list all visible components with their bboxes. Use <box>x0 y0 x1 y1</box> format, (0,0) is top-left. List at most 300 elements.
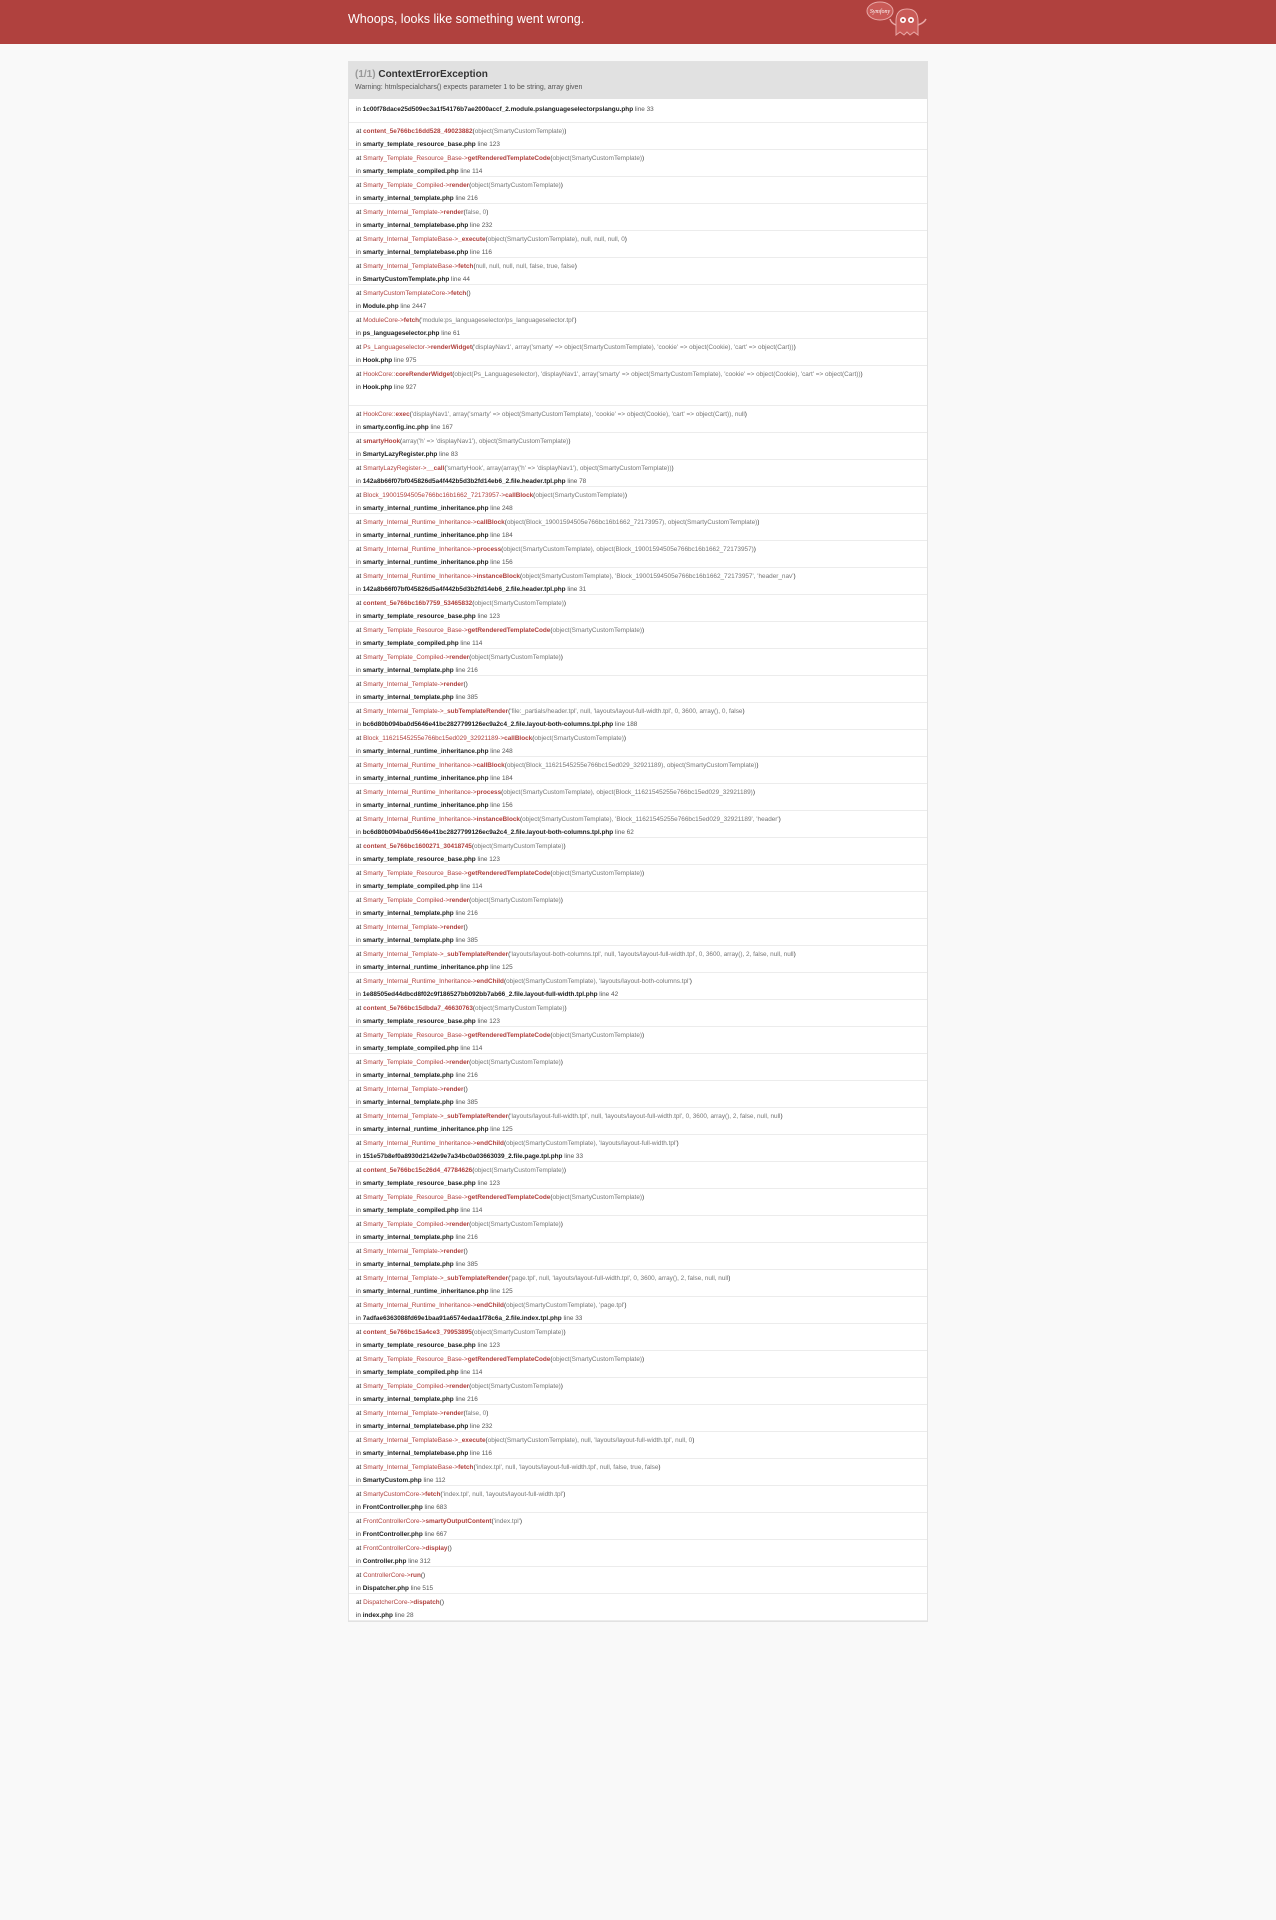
trace-function: _subTemplateRender <box>443 708 509 715</box>
paren-close: ) <box>658 1464 661 1471</box>
trace-separator: -> <box>437 924 444 931</box>
trace-line: line 2447 <box>398 303 427 310</box>
at-label: at <box>356 843 364 850</box>
in-label: in <box>356 1450 363 1457</box>
trace-class[interactable]: Smarty_Internal_Runtime_Inheritance <box>363 789 471 796</box>
trace-row <box>349 838 927 865</box>
trace-file[interactable]: smarty_internal_runtime_inheritance.php <box>362 775 489 782</box>
in-label: in <box>356 748 363 755</box>
at-label: at <box>356 1248 364 1255</box>
trace-function: smartyOutputContent <box>425 1518 492 1525</box>
trace-file[interactable]: smarty_internal_runtime_inheritance.php <box>362 559 489 566</box>
paren-open: ( <box>466 290 469 297</box>
in-label: in <box>356 1261 363 1268</box>
trace-call <box>356 842 920 851</box>
trace-call <box>356 410 920 419</box>
trace-file[interactable]: SmartyCustom.php <box>362 1477 422 1484</box>
trace-class[interactable]: SmartyCustomCore <box>363 1491 420 1498</box>
trace-function: content_5e766bc15dbda7_46630763 <box>363 1005 473 1012</box>
in-label: in <box>356 1423 363 1430</box>
trace-call <box>356 950 920 959</box>
trace-file[interactable]: Hook.php <box>362 357 393 364</box>
trace-file[interactable]: bc6d80b094ba0d5646e41bc2827799126ec9a2c4_2.file.layout-both-columns.tpl.php <box>362 829 614 836</box>
trace-file[interactable]: smarty_internal_runtime_inheritance.php <box>362 964 489 971</box>
in-label: in <box>356 559 363 566</box>
trace-file[interactable]: 151e57b8ef0a8930d2142e9e7a34bc0a03663039_2.file.page.tpl.php <box>362 1153 563 1160</box>
trace-file[interactable]: 7adfae6363088fd69e1baa91a6574edaa1f78c6a_2.file.index.tpl.php <box>362 1315 562 1322</box>
trace-class[interactable]: Smarty_Internal_Runtime_Inheritance <box>363 1302 471 1309</box>
trace-file[interactable]: FrontController.php <box>362 1504 423 1511</box>
trace-file[interactable]: smarty_internal_runtime_inheritance.php <box>362 802 489 809</box>
in-label: in <box>356 451 363 458</box>
trace-line: line 184 <box>488 532 513 539</box>
trace-call <box>356 1139 920 1148</box>
trace-location <box>356 1314 920 1323</box>
paren-open: ( <box>463 1248 466 1255</box>
trace-separator: -> <box>407 1599 414 1606</box>
trace-file[interactable]: smarty_internal_runtime_inheritance.php <box>362 505 489 512</box>
trace-call <box>356 977 920 986</box>
trace-row <box>349 1594 927 1621</box>
trace-call <box>356 707 920 716</box>
trace-args: object(SmartyCustomTemplate) <box>471 1383 561 1390</box>
trace-call <box>356 572 920 581</box>
trace-function: getRenderedTemplateCode <box>467 870 551 877</box>
trace-call <box>356 626 920 635</box>
in-label: in <box>356 141 363 148</box>
trace-file[interactable]: smarty.config.inc.php <box>362 424 429 431</box>
trace-line: line 216 <box>453 1396 478 1403</box>
trace-separator: -> <box>437 1086 444 1093</box>
trace-args: object(SmartyCustomTemplate) <box>552 1356 642 1363</box>
trace-class[interactable]: Smarty_Template_Compiled <box>363 1221 444 1228</box>
trace-file[interactable]: smarty_internal_runtime_inheritance.php <box>362 532 489 539</box>
trace-class[interactable]: Smarty_Internal_Runtime_Inheritance <box>363 978 471 985</box>
trace-function: render <box>443 1086 464 1093</box>
trace-class[interactable]: HookCore <box>363 411 392 418</box>
trace-row <box>349 676 927 703</box>
trace-line: line 184 <box>488 775 513 782</box>
at-label: at <box>356 492 364 499</box>
trace-function: fetch <box>425 1491 441 1498</box>
trace-file[interactable]: FrontController.php <box>362 1531 423 1538</box>
trace-class[interactable]: Smarty_Template_Compiled <box>363 182 444 189</box>
trace-class[interactable]: Smarty_Internal_Runtime_Inheritance <box>363 762 471 769</box>
trace-row <box>349 1216 927 1243</box>
at-label: at <box>356 1086 364 1093</box>
paren-open: ( <box>444 465 447 472</box>
trace-function: render <box>443 681 464 688</box>
trace-file[interactable]: ps_languageselector.php <box>362 330 440 337</box>
trace-line: line 28 <box>392 1612 414 1619</box>
trace-function: render <box>449 897 470 904</box>
trace-class[interactable]: Smarty_Template_Resource_Base <box>363 1032 462 1039</box>
trace-file[interactable]: SmartyCustomTemplate.php <box>362 276 450 283</box>
trace-separator: -> <box>437 681 444 688</box>
trace-line: line 167 <box>428 424 453 431</box>
trace-file[interactable]: smarty_internal_template.php <box>362 667 454 674</box>
trace-file[interactable]: smarty_internal_template.php <box>362 694 454 701</box>
at-label: at <box>356 1410 364 1417</box>
trace-separator: -> <box>437 951 444 958</box>
trace-class[interactable]: SmartyLazyRegister <box>363 465 421 472</box>
at-label: at <box>356 681 364 688</box>
trace-call <box>356 316 920 325</box>
trace-class[interactable]: ControllerCore <box>363 1572 405 1579</box>
trace-row <box>349 204 927 231</box>
paren-open: ( <box>504 519 507 526</box>
trace-class[interactable]: Smarty_Template_Compiled <box>363 1059 444 1066</box>
paren-close: ) <box>728 1275 731 1282</box>
trace-file[interactable]: smarty_internal_runtime_inheritance.php <box>362 1126 489 1133</box>
trace-location <box>356 383 920 392</box>
at-label: at <box>356 371 364 378</box>
trace-location <box>356 909 920 918</box>
first-location <box>349 99 927 123</box>
at-label: at <box>356 1329 364 1336</box>
trace-call <box>356 1301 920 1310</box>
trace-location <box>356 356 920 365</box>
trace-file[interactable]: Dispatcher.php <box>362 1585 409 1592</box>
trace-separator: -> <box>404 1572 411 1579</box>
trace-line: line 248 <box>488 505 513 512</box>
paren-open: ( <box>533 492 536 499</box>
trace-class[interactable]: ModuleCore <box>363 317 398 324</box>
trace-args: object(SmartyCustomTemplate) <box>471 182 561 189</box>
trace-class[interactable]: Smarty_Internal_Template <box>363 681 438 688</box>
trace-row <box>349 1135 927 1162</box>
in-label: in <box>356 1153 363 1160</box>
trace-file[interactable]: smarty_internal_template.php <box>362 1234 454 1241</box>
paren-open: ( <box>400 438 403 445</box>
trace-class[interactable]: Smarty_Internal_Template <box>363 924 438 931</box>
trace-file[interactable]: smarty_template_resource_base.php <box>362 1180 476 1187</box>
trace-file[interactable]: smarty_internal_runtime_inheritance.php <box>362 748 489 755</box>
trace-line: line 112 <box>421 1477 446 1484</box>
trace-class[interactable]: Smarty_Internal_Runtime_Inheritance <box>363 1140 471 1147</box>
paren-close: ) <box>793 573 796 580</box>
trace-call <box>356 1004 920 1013</box>
trace-function: render <box>449 1383 470 1390</box>
trace-file[interactable]: smarty_internal_template.php <box>362 1099 454 1106</box>
at-label: at <box>356 236 364 243</box>
paren-close: ) <box>560 1383 563 1390</box>
trace-file[interactable]: smarty_template_compiled.php <box>362 1369 459 1376</box>
trace-class[interactable]: Smarty_Template_Compiled <box>363 897 444 904</box>
at-label: at <box>356 1113 364 1120</box>
paren-open: ( <box>463 209 466 216</box>
paren-close: ) <box>780 1113 783 1120</box>
trace-class[interactable]: Block_11621545255e766bc15ed029_32921189 <box>363 735 499 742</box>
trace-row <box>349 1189 927 1216</box>
trace-row <box>349 1459 927 1486</box>
trace-class[interactable]: Smarty_Internal_Runtime_Inheritance <box>363 816 471 823</box>
paren-open: ( <box>471 1329 474 1336</box>
trace-class[interactable]: Smarty_Internal_Template <box>363 209 438 216</box>
in-label: in <box>356 424 363 431</box>
trace-call <box>356 262 920 271</box>
trace-args: null, null, null, null, false, true, false <box>475 263 575 270</box>
trace-call <box>356 464 920 473</box>
trace-file[interactable]: smarty_template_resource_base.php <box>362 1342 476 1349</box>
trace-row <box>349 285 927 312</box>
trace-file[interactable]: 1c00f78dace25d509ec3a1f54176b7ae2000accf_2.module.pslanguageselectorpslangu.php <box>362 106 634 113</box>
trace-call <box>356 1193 920 1202</box>
trace-call <box>356 869 920 878</box>
trace-class[interactable]: Smarty_Template_Resource_Base <box>363 1356 462 1363</box>
trace-row <box>349 541 927 568</box>
trace-file[interactable]: smarty_template_compiled.php <box>362 1207 459 1214</box>
trace-call <box>356 289 920 298</box>
trace-class[interactable]: Smarty_Internal_Template <box>363 1086 438 1093</box>
trace-row <box>349 892 927 919</box>
paren-close: ) <box>793 951 796 958</box>
trace-file[interactable]: smarty_template_resource_base.php <box>362 856 476 863</box>
trace-class[interactable]: Smarty_Template_Resource_Base <box>363 1194 462 1201</box>
paren-close: ) <box>563 1167 566 1174</box>
trace-args: object(SmartyCustomTemplate) <box>552 1032 642 1039</box>
trace-class[interactable]: SmartyCustomTemplateCore <box>363 290 446 297</box>
trace-row <box>349 865 927 892</box>
paren-close: ) <box>676 1140 679 1147</box>
trace-file[interactable]: index.php <box>362 1612 393 1619</box>
trace-file[interactable]: 1e88505ed44dbcd8f02c9f186527bb092bb7ab66_2.file.layout-full-width.tpl.php <box>362 991 598 998</box>
trace-class[interactable]: DispatcherCore <box>363 1599 408 1606</box>
paren-close: ) <box>519 1518 523 1525</box>
trace-line: line 78 <box>565 478 587 485</box>
trace-args: object(SmartyCustomTemplate), object(Block_19001594505e766bc16b1662_72173957) <box>503 546 754 553</box>
paren-open: ( <box>503 1140 507 1147</box>
in-label: in <box>356 1234 363 1241</box>
trace-class[interactable]: Ps_Languageselector <box>363 344 425 351</box>
symfony-ghost-logo-icon <box>866 1 928 39</box>
trace-row <box>349 973 927 1000</box>
trace-file[interactable]: smarty_internal_template.php <box>362 1261 454 1268</box>
trace-call <box>356 1463 920 1472</box>
trace-line: line 114 <box>458 168 483 175</box>
trace-class[interactable]: Smarty_Template_Compiled <box>363 1383 444 1390</box>
trace-separator: -> <box>437 708 444 715</box>
paren-close: ) <box>744 411 747 418</box>
trace-class[interactable]: Smarty_Internal_Runtime_Inheritance <box>363 546 471 553</box>
trace-row <box>349 919 927 946</box>
paren-open: ( <box>508 1113 511 1120</box>
trace-args: object(SmartyCustomTemplate) <box>471 654 561 661</box>
trace-call <box>356 1058 920 1067</box>
trace-class[interactable]: Smarty_Internal_Template <box>363 1113 438 1120</box>
trace-function: content_5e766bc16b7759_53465832 <box>363 600 473 607</box>
trace-args: object(SmartyCustomTemplate) <box>534 735 624 742</box>
trace-file[interactable]: 142a8b66f07bf045826d5a4f442b5d3b2fd14eb6_2.file.header.tpl.php <box>362 586 566 593</box>
trace-function: _subTemplateRender <box>443 1275 509 1282</box>
paren-open: ( <box>485 1437 488 1444</box>
at-label: at <box>356 1167 364 1174</box>
at-label: at <box>356 735 364 742</box>
trace-separator: -> <box>443 1059 450 1066</box>
trace-row <box>349 1351 927 1378</box>
trace-line: line 125 <box>488 1126 513 1133</box>
at-label: at <box>356 1599 364 1606</box>
in-label: in <box>356 991 363 998</box>
trace-file[interactable]: Hook.php <box>362 384 393 391</box>
trace-row <box>349 595 927 622</box>
at-label: at <box>356 209 364 216</box>
trace-file[interactable]: Module.php <box>362 303 399 310</box>
trace-class[interactable]: Smarty_Internal_Template <box>363 1410 438 1417</box>
trace-class[interactable]: Smarty_Internal_TemplateBase <box>363 1437 453 1444</box>
trace-class[interactable]: Smarty_Template_Resource_Base <box>363 870 462 877</box>
trace-args: object(Ps_Languageselector), 'displayNav1', array('smarty' => object(SmartyCustomTemplate), 'cookie' => object(Cookie), 'cart' => object(Cart)) <box>454 371 861 378</box>
trace-line: line 123 <box>475 141 500 148</box>
in-label: in <box>356 1288 363 1295</box>
trace-call <box>356 1220 920 1229</box>
trace-class[interactable]: FrontControllerCore <box>363 1545 420 1552</box>
trace-location <box>356 167 920 176</box>
in-label: in <box>356 613 363 620</box>
paren-open: ( <box>519 816 523 823</box>
trace-file[interactable]: smarty_internal_template.php <box>362 195 454 202</box>
trace-file[interactable]: smarty_template_resource_base.php <box>362 141 476 148</box>
at-label: at <box>356 924 364 931</box>
trace-class[interactable]: Smarty_Internal_Template <box>363 1275 438 1282</box>
in-label: in <box>356 276 363 283</box>
trace-function: endChild <box>476 1302 504 1309</box>
trace-file[interactable]: smarty_template_compiled.php <box>362 168 459 175</box>
paren-open: ( <box>550 870 553 877</box>
trace-function: getRenderedTemplateCode <box>467 1032 551 1039</box>
paren-open: ( <box>463 1086 466 1093</box>
trace-file[interactable]: smarty_internal_template.php <box>362 1072 454 1079</box>
trace-row <box>349 339 927 366</box>
trace-file[interactable]: smarty_internal_template.php <box>362 910 454 917</box>
trace-location <box>356 693 920 702</box>
trace-separator: -> <box>470 519 477 526</box>
trace-class[interactable]: HookCore <box>363 371 392 378</box>
trace-separator: :: <box>391 411 396 418</box>
trace-location <box>356 1179 920 1188</box>
trace-function: _subTemplateRender <box>443 1113 509 1120</box>
trace-args: object(SmartyCustomTemplate) <box>552 155 642 162</box>
in-label: in <box>356 478 363 485</box>
trace-row <box>349 1405 927 1432</box>
trace-location <box>356 720 920 729</box>
trace-class[interactable]: Smarty_Internal_Template <box>363 708 438 715</box>
paren-close: ) <box>692 1437 695 1444</box>
trace-separator: -> <box>419 1518 426 1525</box>
in-label: in <box>356 532 363 539</box>
trace-file[interactable]: bc6d80b094ba0d5646e41bc2827799126ec9a2c4_2.file.layout-both-columns.tpl.php <box>362 721 614 728</box>
trace-class[interactable]: Smarty_Internal_TemplateBase <box>363 263 453 270</box>
trace-file[interactable]: smarty_internal_templatebase.php <box>362 1450 469 1457</box>
trace-location <box>356 140 920 149</box>
trace-class[interactable]: Smarty_Internal_Template <box>363 951 438 958</box>
paren-open: ( <box>463 1410 466 1417</box>
trace-row <box>349 730 927 757</box>
trace-location <box>356 801 920 810</box>
trace-class[interactable]: Smarty_Internal_TemplateBase <box>363 1464 453 1471</box>
trace-location <box>356 1368 920 1377</box>
trace-file[interactable]: smarty_internal_templatebase.php <box>362 249 469 256</box>
paren-close: ) <box>642 870 645 877</box>
at-label: at <box>356 870 364 877</box>
trace-file[interactable]: smarty_internal_templatebase.php <box>362 1423 469 1430</box>
trace-row <box>349 1324 927 1351</box>
trace-class[interactable]: Smarty_Template_Resource_Base <box>363 627 462 634</box>
trace-file[interactable]: Controller.php <box>362 1558 407 1565</box>
exception-class: ContextErrorException <box>378 69 488 80</box>
trace-args: 'smartyHook', array(array('h' => 'displayNav1'), object(SmartyCustomTemplate)) <box>446 465 672 472</box>
trace-file[interactable]: smarty_template_resource_base.php <box>362 1018 476 1025</box>
trace-function: content_5e766bc15a4ce3_79953895 <box>363 1329 472 1336</box>
paren-close: ) <box>422 1572 426 1579</box>
trace-args: object(SmartyCustomTemplate), 'page.tpl' <box>506 1302 625 1309</box>
trace-args: 'layouts/layout-both-columns.tpl', null, 'layouts/layout-full-width.tpl', 0, 3600, array(), 2, false, null, null <box>510 951 794 958</box>
trace-file[interactable]: smarty_internal_template.php <box>362 937 454 944</box>
trace-class[interactable]: Smarty_Internal_TemplateBase <box>363 236 453 243</box>
trace-file[interactable]: smarty_template_resource_base.php <box>362 613 476 620</box>
trace-args: 'displayNav1', array('smarty' => object(SmartyCustomTemplate), 'cookie' => object(Cookie), 'cart' => object(Cart)), null <box>411 411 745 418</box>
trace-location <box>356 450 920 459</box>
trace-row <box>349 622 927 649</box>
trace-function: exec <box>395 411 410 418</box>
trace-line: line 927 <box>392 384 417 391</box>
trace-location <box>356 1098 920 1107</box>
trace-function: callBlock <box>476 762 505 769</box>
trace-separator: -> <box>445 290 452 297</box>
trace-class[interactable]: Smarty_Internal_Runtime_Inheritance <box>363 519 471 526</box>
trace-row <box>349 1486 927 1513</box>
in-label: in <box>356 168 363 175</box>
trace-file[interactable]: smarty_internal_runtime_inheritance.php <box>362 1288 489 1295</box>
trace-file[interactable]: 142a8b66f07bf045826d5a4f442b5d3b2fd14eb6_2.file.header.tpl.php <box>362 478 566 485</box>
trace-args: 'index.tpl', null, 'layouts/layout-full-width.tpl', null, false, true, false <box>475 1464 659 1471</box>
paren-open: ( <box>447 1545 450 1552</box>
in-label: in <box>356 721 363 728</box>
trace-file[interactable]: smarty_internal_template.php <box>362 1396 454 1403</box>
paren-close: ) <box>793 344 796 351</box>
trace-file[interactable]: SmartyLazyRegister.php <box>362 451 438 458</box>
trace-file[interactable]: smarty_internal_templatebase.php <box>362 222 469 229</box>
trace-file[interactable]: smarty_template_compiled.php <box>362 1045 459 1052</box>
trace-args: object(SmartyCustomTemplate) <box>473 843 564 850</box>
trace-location <box>356 936 920 945</box>
trace-class[interactable]: Block_19001594505e766bc16b1662_72173957 <box>363 492 500 499</box>
trace-line: line 248 <box>488 748 513 755</box>
trace-class[interactable]: FrontControllerCore <box>363 1518 420 1525</box>
trace-line: line 42 <box>597 991 619 998</box>
trace-function: _execute <box>458 236 486 243</box>
trace-separator: -> <box>443 897 450 904</box>
paren-open: ( <box>420 1572 423 1579</box>
exception-count: (1/1) <box>355 69 376 80</box>
trace-class[interactable]: Smarty_Template_Compiled <box>363 654 444 661</box>
trace-class[interactable]: Smarty_Internal_Template <box>363 1248 438 1255</box>
trace-function: render <box>443 209 464 216</box>
trace-separator: -> <box>461 1194 468 1201</box>
trace-location <box>356 1125 920 1134</box>
at-label: at <box>356 1302 364 1309</box>
trace-class[interactable]: Smarty_Template_Resource_Base <box>363 155 462 162</box>
trace-location <box>356 1503 920 1512</box>
trace-file[interactable]: smarty_template_compiled.php <box>362 640 459 647</box>
trace-call <box>356 437 920 446</box>
trace-class[interactable]: Smarty_Internal_Runtime_Inheritance <box>363 573 471 580</box>
trace-file[interactable]: smarty_template_compiled.php <box>362 883 459 890</box>
trace-line: line 515 <box>408 1585 434 1592</box>
trace-location <box>356 1341 920 1350</box>
trace-call <box>356 923 920 932</box>
trace-line: line 385 <box>453 1099 478 1106</box>
